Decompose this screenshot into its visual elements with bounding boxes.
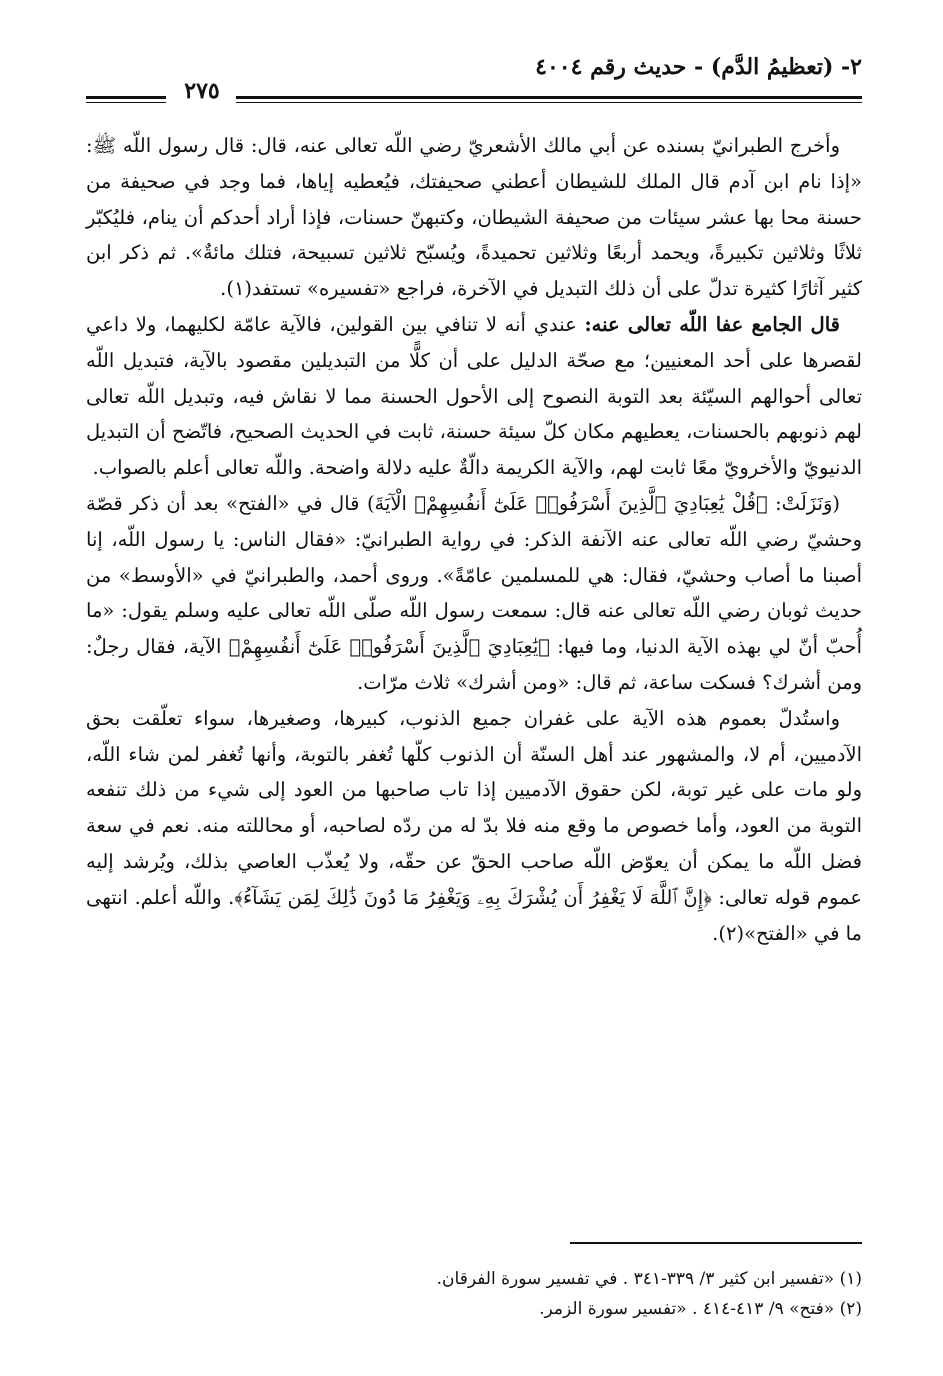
- footnote-divider: [570, 1242, 862, 1244]
- paragraph-3: (وَنَزَلَتْ: ﴿قُلْ يَٰعِبَادِيَ ٱلَّذِينَ أَسْرَفُوا۟ عَلَىٰٓ أَنفُسِهِمْ﴾ الْآيَةَ) قال في «الفتح» بعد أن ذكر قصّة وحشيّ رضي اللّه تعالى عنه الآنفة الذكر: في رواية الطبرانيّ: «فقال الناس: يا رسول اللّه، إنا أصبنا ما أصاب وحشيّ، فقال: هي للمسلمين عامّةً». وروى أحمد، والطبرانيّ في «الأوسط» من حديث ثوبان رضي اللّه تعالى عنه قال: سمعت رسول اللّه صلّى اللّه تعالى عليه وسلم يقول: «ما أُحبّ أنّ لي بهذه الآية الدنيا، وما فيها: ﴿يَٰعِبَادِيَ ٱلَّذِينَ أَسْرَفُوا۟ عَلَىٰٓ أَنفُسِهِمْ﴾ الآية، فقال رجلٌ: ومن أشرك؟ فسكت ساعة، ثم قال: «ومن أشرك» ثلاث مرّات.: [86, 491, 862, 694]
- paragraph-4: واستُدلّ بعموم هذه الآية على غفران جميع الذنوب، كبيرها، وصغيرها، سواء تعلّقت بحق الآدميين، أم لا، والمشهور عند أهل السنّة أن الذنوب كلّها تُغفر بالتوبة، وأنها تُغفر لمن شاء اللّه، ولو مات على غير توبة، لكن حقوق الآدميين إذا تاب صاحبها من العود إلى شيء من ذلك تنفعه التوبة من العود، وأما خصوص ما وقع منه فلا بدّ له من ردّه لصاحبه، أو محاللته منه. نعم في سعة فضل اللّه ما يمكن أن يعوّض اللّه صاحب الحقّ عن حقّه، ولا يُعذّب العاصي بذلك، ويُرشد إليه عموم قوله تعالى: ﴿إِنَّ ٱللَّهَ لَا يَغْفِرُ أَن يُشْرَكَ بِهِۦ وَيَغْفِرُ مَا دُونَ ذَٰلِكَ لِمَن يَشَآءُ﴾. واللّه أعلم. انتهى ما في «الفتح»(٢).: [86, 706, 862, 945]
- footnotes: [86, 1264, 862, 1324]
- paragraph-2-lead: قال الجامع عفا اللّه تعالى عنه:: [584, 312, 840, 336]
- header-rule-left-thick: [86, 96, 166, 99]
- header-rule-right-thin: [236, 102, 862, 103]
- running-title: ٢- (تعظيمُ الدَّم) - حديث رقم ٤٠٠٤: [535, 54, 862, 80]
- footnote-1: (١) «تفسير ابن كثير ٣/ ٣٣٩-٣٤١ . في تفسير سورة الفرقان.: [436, 1269, 862, 1289]
- paragraph-2-body: عندي أنه لا تنافي بين القولين، فالآية عامّة لكليهما، ولا داعي لقصرها على أحد المعنيين؛ مع صحّة الدليل على أن كلًّا من التبديلين مقصود بالآية، فتبديل اللّه تعالى أحوالهم السيّئة بعد التوبة النصوح إلى الأحول الحسنة مما لا نقاش فيه، وتبديل اللّه تعالى لهم ذنوبهم بالحسنات، يعطيهم مكان كلّ سيئة حسنة، ثابت في الحديث الصحيح، فاتّضح أن التبديل الدنيويّ والأخرويّ معًا ثابت لهم، والآية الكريمة دالّةٌ عليه دلالة واضحة. واللّه تعالى أعلم بالصواب.: [86, 312, 862, 480]
- header-rule-right-thick: [236, 96, 862, 99]
- main-text: [86, 128, 862, 951]
- page-number: ٢٧٥: [184, 78, 220, 104]
- header-rule-left-thin: [86, 102, 166, 103]
- paragraph-1: وأخرج الطبرانيّ بسنده عن أبي مالك الأشعريّ رضي اللّه تعالى عنه، قال: قال رسول اللّه ﷺ: «إذا نام ابن آدم قال الملك للشيطان أعطني صحيفتك، فيُعطيه إياها، فما وجد في صحيفة من حسنة محا بها عشر سيئات من صحيفة الشيطان، وكتبهنّ حسنات، فإذا أراد أحدكم أن ينام، فليُكبّر ثلاثًا وثلاثين تكبيرةً، ويحمد أربعًا وثلاثين تحميدةً، ويُسبّح ثلاثين تسبيحة، فتلك مائةٌ». ثم ذكر ابن كثير آثارًا كثيرة تدلّ على أن ذلك التبديل في الآخرة، فراجع «تفسيره» تستفد(١).: [86, 134, 862, 301]
- paragraph-2: [86, 307, 862, 486]
- footnote-2: (٢) «فتح» ٩/ ٤١٣-٤١٤ . «تفسير سورة الزمر.: [539, 1299, 862, 1319]
